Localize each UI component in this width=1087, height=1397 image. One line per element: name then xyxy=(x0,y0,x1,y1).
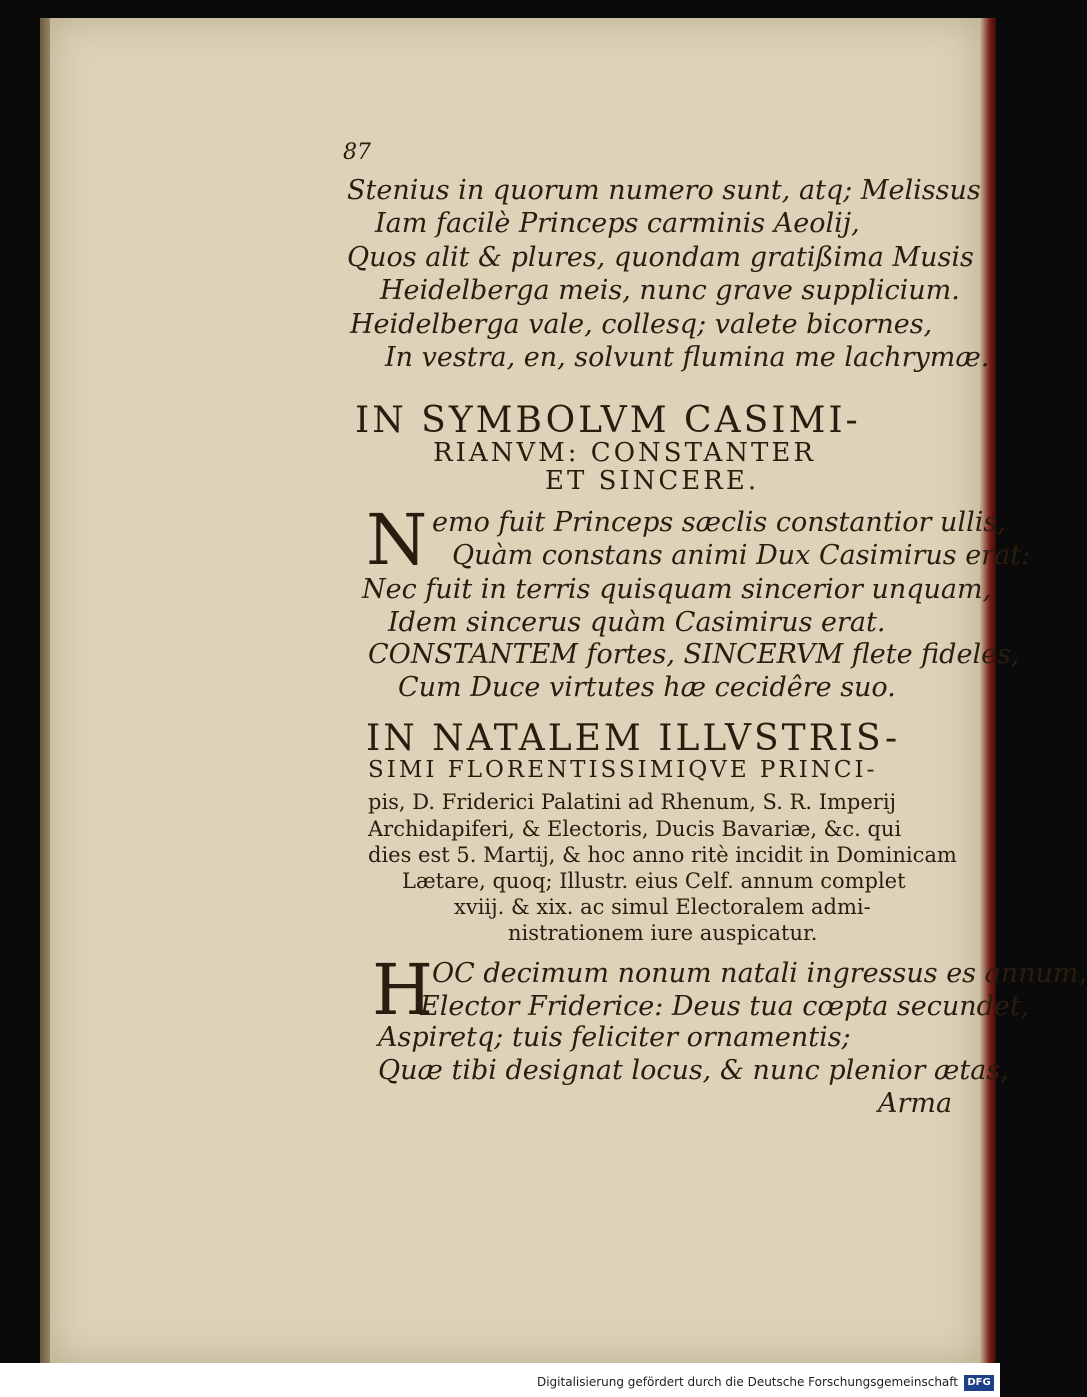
block1-line-1: Stenius in quorum numero sunt, atq; Melissus xyxy=(347,175,981,206)
poem1-line-3: Nec fuit in terris quisquam sincerior unquam, xyxy=(362,574,992,605)
poem1-line-4: Idem sincerus quàm Casimirus erat. xyxy=(388,607,886,638)
block1-line-2: Iam facilè Princeps carminis Aeolij, xyxy=(375,208,860,239)
block1-line-3: Quos alit & plures, quondam gratißima Musis xyxy=(347,242,974,273)
heading2-subtitle: SIMI FLORENTISSIMIQVE PRINCI- xyxy=(368,757,878,783)
heading1-line-1: IN SYMBOLVM CASIMI- xyxy=(355,400,861,441)
footer-bar xyxy=(0,1363,1000,1397)
dfg-logo-icon: DFG xyxy=(964,1375,994,1391)
heading2-line-2: Archidapiferi, & Electoris, Ducis Bavariæ, &c. qui xyxy=(368,817,902,841)
poem1-dropcap: N xyxy=(366,499,428,581)
block1-line-5: Heidelberga vale, collesq; valete bicornes, xyxy=(350,309,933,340)
poem1-line-6: Cum Duce virtutes hæ cecidêre suo. xyxy=(398,672,896,703)
heading1-line-3: ET SINCERE. xyxy=(545,466,760,496)
catchword: Arma xyxy=(878,1088,953,1119)
heading1-line-2: RIANVM: CONSTANTER xyxy=(433,438,816,468)
poem1-line-5: CONSTANTEM fortes, SINCERVM flete fideles, xyxy=(368,639,1020,670)
heading2-line-6: nistrationem iure auspicatur. xyxy=(508,921,818,945)
poem2-dropcap: H xyxy=(372,949,434,1031)
poem2-line-1: OC decimum nonum natali ingressus es annum, xyxy=(432,958,1087,989)
page-number: 87 xyxy=(343,140,371,165)
poem2-line-4: Quæ tibi designat locus, & nunc plenior ætas, xyxy=(378,1055,1009,1086)
heading2-title: IN NATALEM ILLVSTRIS- xyxy=(366,718,901,759)
poem1-line-1: emo fuit Princeps sæclis constantior ullis, xyxy=(432,507,1006,538)
poem2-line-2: Elector Friderice: Deus tua cœpta secundet, xyxy=(420,991,1030,1022)
block1-line-6: In vestra, en, solvunt flumina me lachrymæ. xyxy=(385,342,990,373)
heading2-line-1: pis, D. Friderici Palatini ad Rhenum, S. R. Imperij xyxy=(368,790,897,814)
block1-line-4: Heidelberga meis, nunc grave supplicium. xyxy=(380,275,960,306)
poem1-line-2: Quàm constans animi Dux Casimirus erat: xyxy=(452,540,1031,571)
heading2-line-3: dies est 5. Martij, & hoc anno ritè incidit in Dominicam xyxy=(368,843,957,867)
heading2-line-5: xviij. & xix. ac simul Electoralem admi- xyxy=(454,895,871,919)
poem2-line-3: Aspiretq; tuis feliciter ornamentis; xyxy=(378,1022,851,1053)
cover-edge xyxy=(980,18,996,1363)
footer-credit: Digitalisierung gefördert durch die Deutsche Forschungsgemeinschaft xyxy=(536,1375,958,1389)
heading2-line-4: Lætare, quoq; Illustr. eius Celf. annum complet xyxy=(402,869,906,893)
